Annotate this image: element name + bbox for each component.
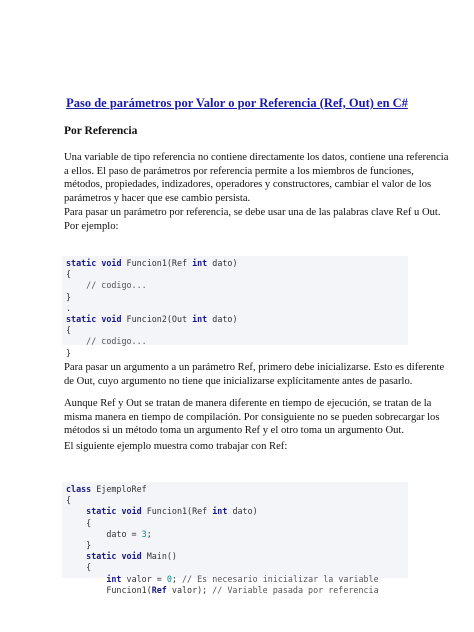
text-line: El siguiente ejemplo muestra como trabajar con Ref: (64, 441, 288, 452)
code-line: } (66, 291, 72, 302)
code-line: . (66, 302, 72, 313)
code-line: class EjemploRef (66, 484, 147, 494)
text-line: Una variable de tipo referencia no contiene directamente los datos, contiene una referencia (64, 152, 449, 163)
code-line: static void Funcion2(Out int dato) (66, 313, 238, 324)
code-block-signatures (62, 256, 408, 358)
code-line: { (66, 495, 72, 506)
text-line: métodos, propiedades, indizadores, operadores y constructores, cambiar el valor de los (64, 179, 432, 191)
paragraph-example (64, 440, 424, 454)
paragraph-compile (64, 397, 440, 438)
code-line: // codigo... (66, 336, 147, 347)
paragraph-ref-out (64, 206, 441, 233)
text-line: de Out, cuyo argumento no tiene que inicializarse explícitamente antes de pasarlo. (64, 375, 413, 387)
code-line: { (66, 562, 92, 573)
code-block-example (62, 482, 408, 595)
text-line: Por ejemplo: (64, 220, 119, 232)
code-line: { (66, 325, 72, 336)
paragraph-init (64, 361, 445, 388)
text-line: parámetros y hacer que ese cambio persista. (64, 192, 251, 204)
code-line: static void Funcion1(Ref int dato) (66, 258, 238, 268)
text-line: Aunque Ref y Out se tratan de manera diferente en tiempo de ejecución, se tratan de la (64, 398, 432, 409)
code-line: { (66, 269, 72, 280)
code-line: dato = 3; (66, 528, 152, 539)
code-line: Funcion1(Ref valor); // Variable pasada por referencia (66, 584, 379, 595)
code-line: static void Funcion1(Ref int dato) (86, 506, 258, 517)
paragraph-intro (64, 151, 449, 205)
document-title: Paso de parámetros por Valor o por Referencia (Ref, Out) en C# (66, 96, 408, 110)
code-line: // codigo... (66, 280, 147, 291)
code-line: { (66, 517, 92, 528)
code-line: int valor = 0; // Es necesario inicializar la variable (106, 573, 379, 584)
text-line: a ellos. El paso de parámetros por referencia permite a los miembros de funciones, (64, 165, 414, 177)
text-line: Para pasar un parámetro por referencia, se debe usar una de las palabras clave Ref u Out. (64, 207, 441, 218)
text-line: misma manera en tiempo de compilación. Por consiguiente no se pueden sobrecargar los (64, 411, 440, 423)
code-line: } (66, 347, 72, 358)
text-line: Para pasar un argumento a un parámetro Ref, primero debe inicializarse. Esto es diferente (64, 362, 445, 373)
section-heading: Por Referencia (64, 125, 138, 137)
code-line: static void Main() (86, 551, 177, 562)
text-line: métodos si un método toma un argumento Ref y el otro toma un argumento Out. (64, 425, 405, 437)
code-line: } (66, 539, 92, 550)
